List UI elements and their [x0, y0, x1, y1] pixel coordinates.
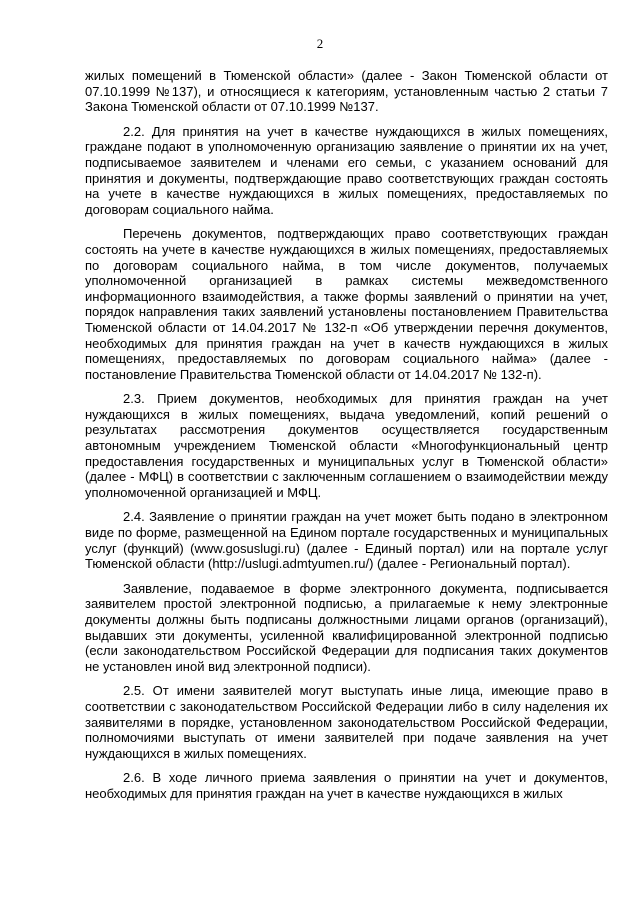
paragraph-2-3: 2.3. Прием документов, необходимых для принятия граждан на учет нуждающихся в жилых помещениях, выдача уведомлений, копий решений о результатах рассмотрения документов осуществляется государственным автономным учреждением Тюменской области «Многофункциональный центр предоставления государственных и муниципальных услуг в Тюменской области» (далее - МФЦ) в соответствии с заключенным соглашением о взаимодействии между уполномоченной организацией и МФЦ.: [85, 391, 608, 500]
page-number: 2: [316, 36, 324, 51]
paragraph-documents-list: Перечень документов, подтверждающих право соответствующих граждан состоять на учете в качестве нуждающихся в жилых помещениях, предоставляемых по договорам социального найма, в том числе документов, получаемых уполномоченной организацией в рамках системы межведомственного информационного взаимодействия, а также формы заявлений о принятии на учет, порядок направления таких заявлений установлены постановлением Правительства Тюменской области от 14.04.2017 № 132-п «Об утверждении перечня документов, необходимых для принятия граждан на учет в качеств нуждающихся в жилых помещениях, предоставляемых по договорам социального найма» (далее - постановление Правительства Тюменской области от 14.04.2017 № 132-п).: [85, 226, 608, 382]
paragraph-2-5: 2.5. От имени заявителей могут выступать иные лица, имеющие право в соответствии с законодательством Российской Федерации либо в силу наделения их заявителями в порядке, установленном законодательством Российской Федерации, полномочиями выступать от имени заявителей при подаче заявления на учет нуждающихся в жилых помещениях.: [85, 683, 608, 761]
paragraph-electronic-signature: Заявление, подаваемое в форме электронного документа, подписывается заявителем простой электронной подписью, а прилагаемые к нему электронные документы должны быть подписаны должностными лицами органов (организаций), выдавших эти документы, усиленной квалифицированной электронной подписью (если законодательством Российской Федерации для подписания таких документов не установлен иной вид электронной подписи).: [85, 580, 608, 674]
paragraph-2-4: 2.4. Заявление о принятии граждан на учет может быть подано в электронном виде по форме, размещенной на Едином портале государственных и муниципальных услуг (функций) (www.gosuslugi.ru) (далее - Единый портал) или на портале услуг Тюменской области (http://uslugi.admtyumen.ru/) (далее - Региональный портал).: [85, 509, 608, 572]
paragraph-2-6: 2.6. В ходе личного приема заявления о принятии на учет и документов, необходимых для принятия граждан на учет в качестве нуждающихся в жилых: [85, 770, 608, 801]
paragraph-continuation: жилых помещений в Тюменской области» (далее - Закон Тюменской области от 07.10.1999 №137), и относящиеся к категориям, установленным частью 2 статьи 7 Закона Тюменской области от 07.10.1999 №137.: [85, 68, 608, 115]
document-body: [85, 68, 608, 811]
paragraph-2-2: 2.2. Для принятия на учет в качестве нуждающихся в жилых помещениях, граждане подают в уполномоченную организацию заявление о принятии их на учет, подписываемое заявителем и членами его семьи, с указанием оснований для принятия и документы, подтверждающие право соответствующих граждан состоять на учете в качестве нуждающихся в жилых помещениях, предоставляемых по договорам социального найма.: [85, 123, 608, 217]
